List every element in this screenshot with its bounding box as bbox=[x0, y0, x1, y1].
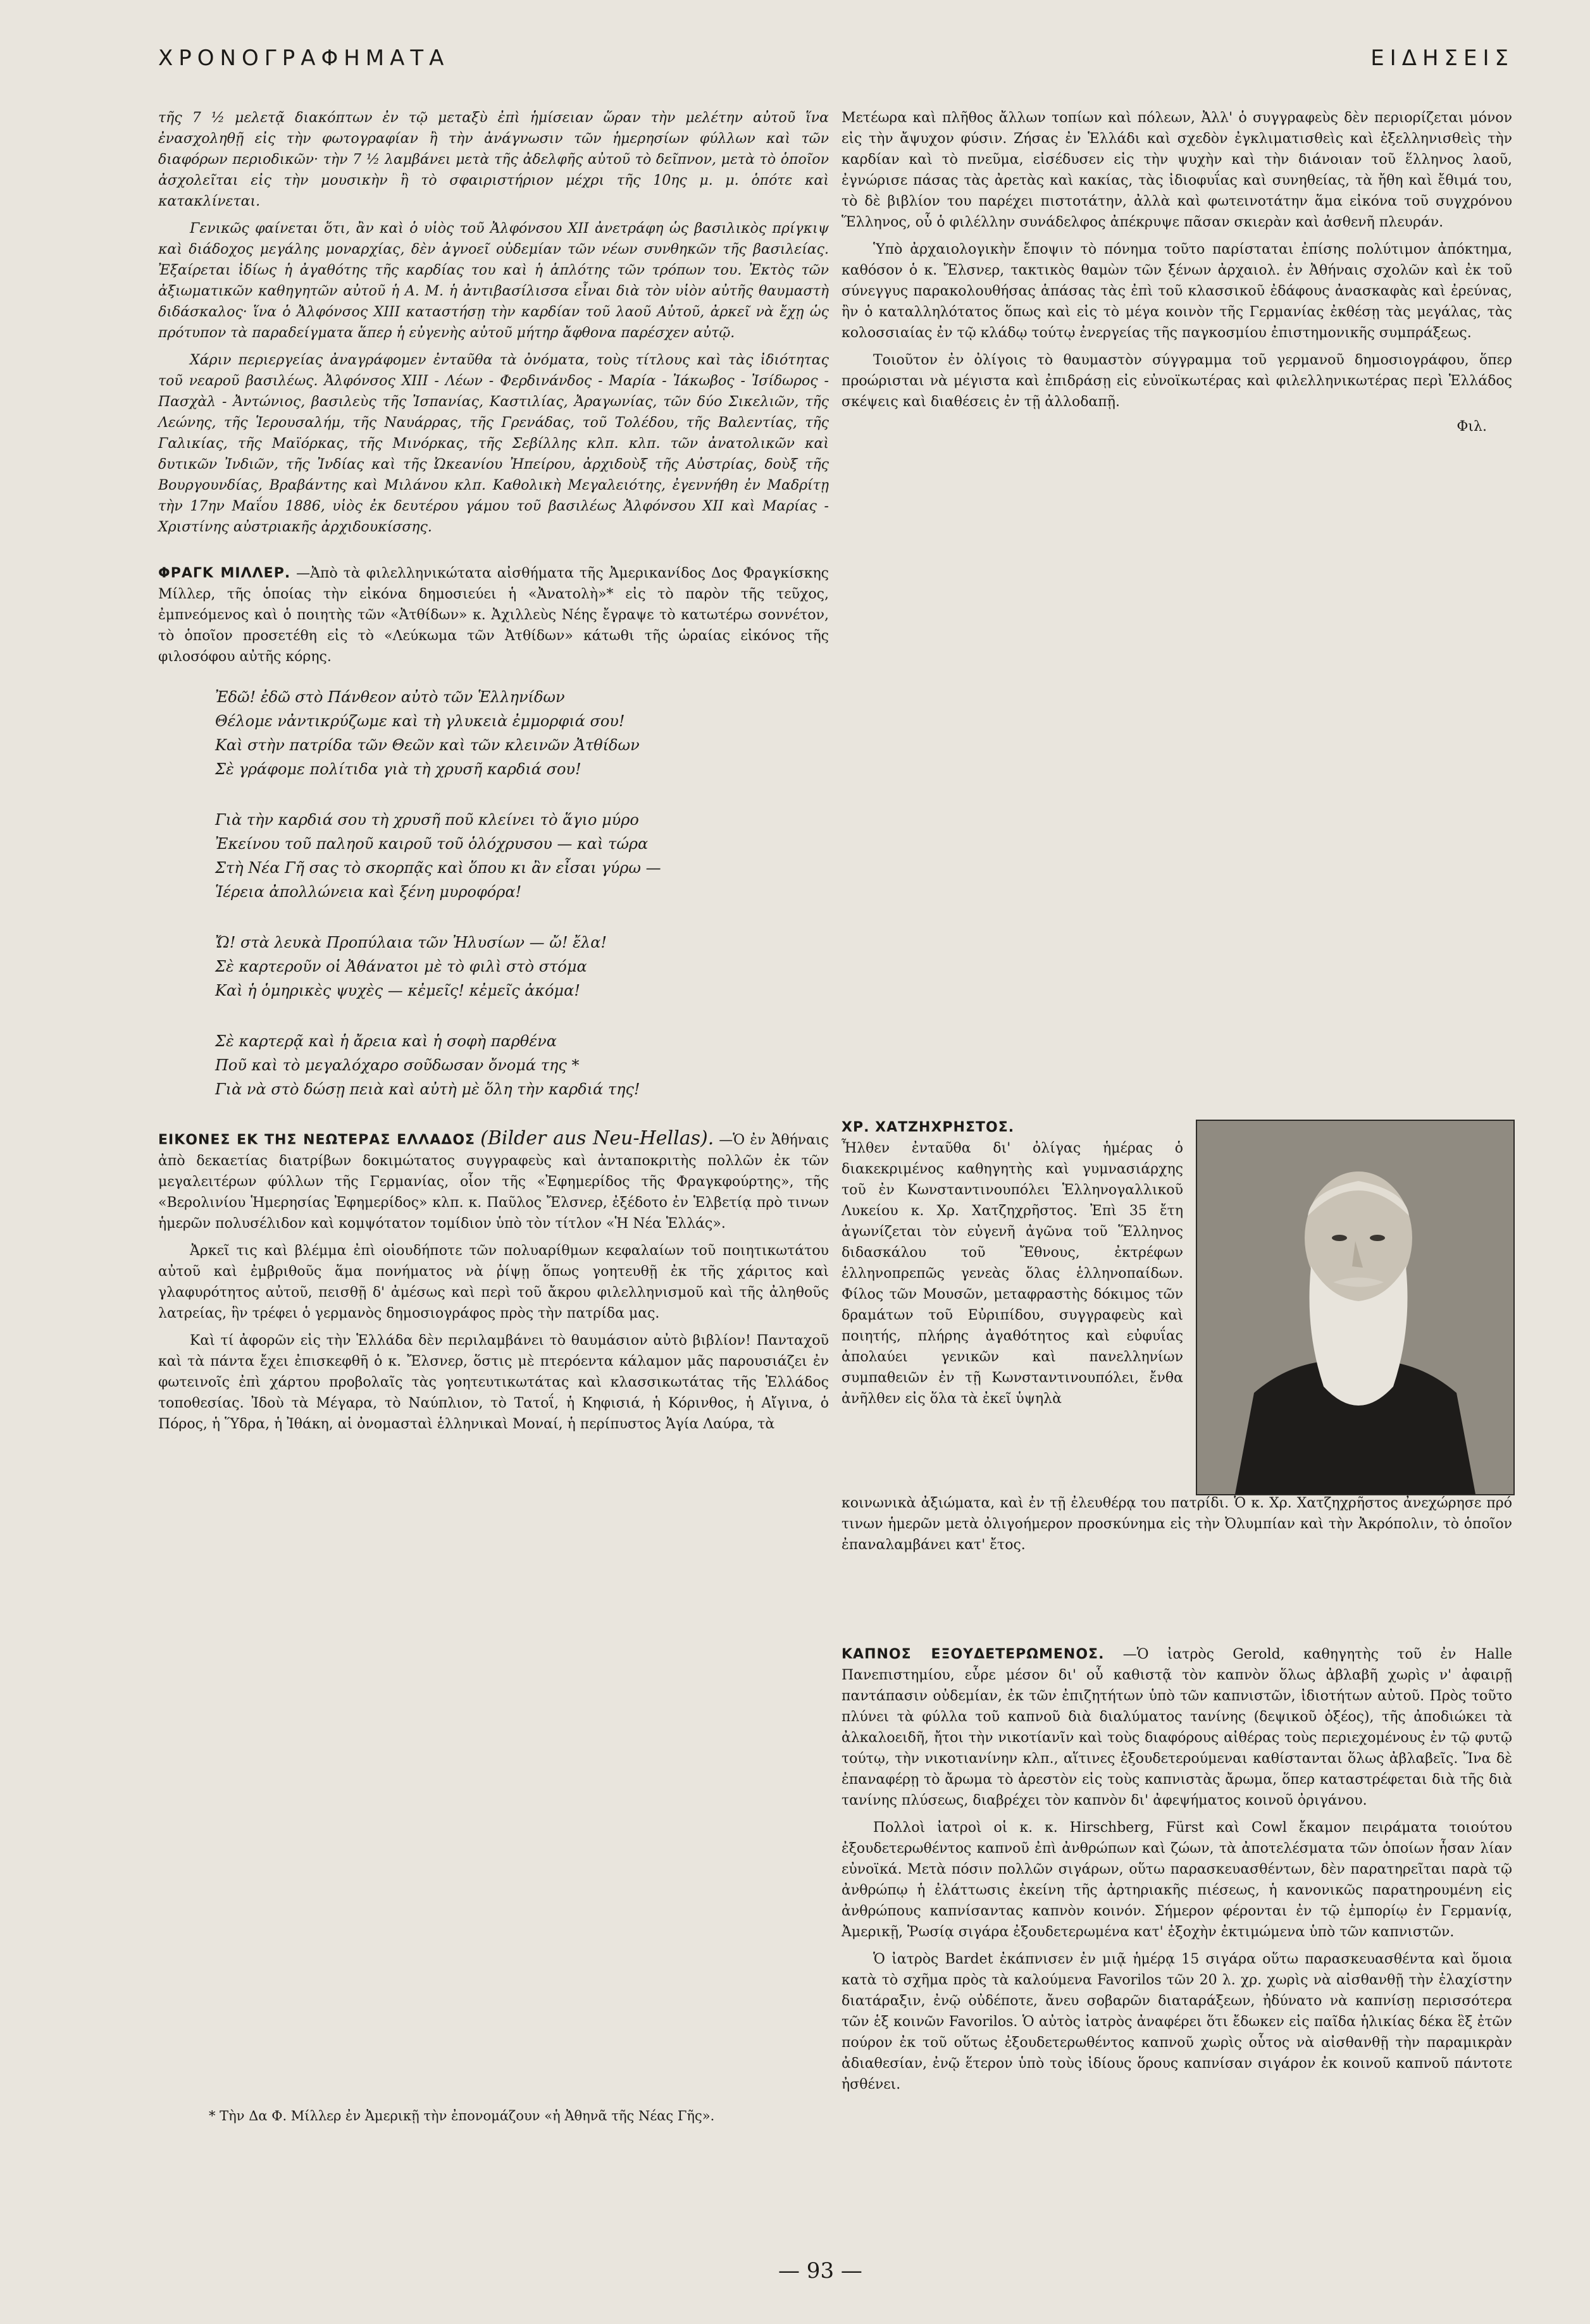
poem-line: Θέλομε νἀντικρύζωμε καὶ τὴ γλυκειὰ ἐμμορφιά σου! bbox=[215, 712, 625, 730]
page-number: — 93 — bbox=[778, 2258, 862, 2284]
article-subheading-eikones: (Bilder aus Neu-Hellas). bbox=[480, 1127, 714, 1149]
running-head-left: ΧΡΟΝΟΓΡΑΦΗΜΑΤΑ bbox=[158, 46, 450, 71]
hatzichristos-continued bbox=[842, 1493, 1512, 2101]
frank-miller-text: —Ἀπὸ τὰ φιλελληνικώτατα αἰσθήματα τῆς Ἀμερικανίδος Δος Φραγκίσκης Μίλλερ, τῆς ὁποίας τὴν εἰκόνα δημοσιεύει ἡ «Ἀνατολὴ»* εἰς τὸ παρὸν τῆς τεῦχος, ἐμπνεόμενος καὶ ὁ ποιητὴς τῶν «Ἀτθίδων» κ. Ἀχιλλεὺς Νέης ἔγραψε τὸ κατωτέρω σοννέτον, τὸ ὁποῖον προσετέθη εἰς τὸ «Λεύκωμα τῶν Ἀτθίδων» κάτωθι τῆς ὡραίας εἰκόνος τῆς φιλοσόφου αὐτῆς κόρης. bbox=[158, 566, 829, 665]
kapnos-paragraph: Πολλοὶ ἰατροὶ οἱ κ. κ. Hirschberg, Fürst καὶ Cowl ἔκαμον πειράματα τοιούτου ἐξουδετερωθέντος καπνοῦ ἐπὶ ἀνθρώπων καὶ ζώων, τὰ ἀποτελέσματα τῶν ὁποίων ἦσαν λίαν εὐνοϊκά. Μετὰ πόσιν πολλῶν σιγάρων, οὕτω παρασκευασθέντων, δὲν παρατηρεῖται παρὰ τῷ ἀνθρώπῳ ἡ ἐλάττωσις ἐκείνη τῆς ἀρτηριακῆς πιέσεως, ἡ κανονικῶς παρατηρουμένη εἰς ἀνθρώπους καπνίσαντας καπνὸν κοινόν. Σήμερον φέρονται ἐν τῷ ἐμπορίῳ ἐν Γερμανίᾳ, Ἀμερικῇ, Ῥωσίᾳ σιγάρα ἐξουδετερωμένα κατ' ἐξοχὴν ἐκτιμώμενα ὑπὸ τῶν καπνιστῶν. bbox=[842, 1820, 1512, 1940]
poem-line: Ἐδῶ! ἐδῶ στὸ Πάνθεον αὐτὸ τῶν Ἑλληνίδων bbox=[215, 688, 565, 706]
poem-line: Στὴ Νέα Γῆ σας τὸ σκορπᾷς καὶ ὅπου κι ἂν εἶσαι γύρω — bbox=[215, 859, 661, 877]
poem-stanza bbox=[158, 808, 829, 904]
signature: Φιλ. bbox=[1456, 419, 1487, 435]
article-frank-miller bbox=[158, 563, 829, 667]
right-column-top bbox=[842, 108, 1512, 435]
paragraph-titles: Χάριν περιεργείας ἀναγράφομεν ἐνταῦθα τὰ ὀνόματα, τοὺς τίτλους καὶ τὰς ἰδιότητας τοῦ νεαροῦ βασιλέως. Ἀλφόνσος XIII - Λέων - Φερδινάνδος - Μαρία - Ἰάκωβος - Ἰσίδωρος - Πασχὰλ - Ἀντώνιος, βασιλεὺς τῆς Ἰσπανίας, Καστιλίας, Ἀραγωνίας, τῶν δύο Σικελιῶν, τῆς Λεώνης, τῆς Ἱερουσαλήμ, τῆς Ναυάρρας, τῆς Γρενάδας, τοῦ Τολέδου, τῆς Βαλεντίας, τῆς Γαλικίας, τῆς Μαϊόρκας, τῆς Μινόρκας, τῆς Σεβίλλης κλπ. κλπ. τῶν ἀνατολικῶν καὶ δυτικῶν Ἰνδιῶν, τῆς Ἰνδίας καὶ τῆς Ὠκεανίου Ἠπείρου, ἀρχιδοὺξ τῆς Αὐστρίας, δοὺξ τῆς Βουργουνδίας, Βραβάντης καὶ Μιλάνου κλπ. Καθολικὴ Μεγαλειότης, ἐγεννήθη ἐν Μαδρίτῃ τὴν 17ην Μαΐου 1886, υἱὸς ἐκ δευτέρου γάμου τοῦ βασιλέως Ἀλφόνσου XII καὶ Μαρίας - Χριστίνης αὐστριακῆς ἀρχιδουκίσσης. bbox=[158, 352, 829, 535]
poem-line: Γιὰ τὴν καρδιά σου τὴ χρυσῆ ποῦ κλείνει τὸ ἅγιο μύρο bbox=[215, 811, 639, 829]
kapnos-text: —Ὁ ἰατρὸς Gerold, καθηγητὴς τοῦ ἐν Halle Πανεπιστημίου, εὗρε μέσον δι' οὗ καθιστᾷ τὸν καπνὸν ὅλως ἀβλαβῆ χωρὶς ν' ἀφαιρῇ παντάπασιν οὐδεμίαν, ἐκ τῶν ἐπιζητήτων ὑπὸ τῶν καπνιστῶν, ἰδιοτήτων αὐτοῦ. Πρὸς τοῦτο πλύνει τὰ φύλλα τοῦ καπνοῦ διὰ διαλύματος τανίνης (δεψικοῦ ὀξέος), τῆς ἀποδιώκει τὰ ἀλκαλοειδῆ, ἤτοι τὴν νικοτίανῖν καὶ τοὺς διαφόρους αἰθέρας τοὺς περιεχομένους ἐν τῷ φυτῷ τούτῳ, τὴν νικοτιανίνην κλπ., αἵτινες ἐξουδετερούμεναι καθίστανται ὅλως ἀβλαβεῖς. Ἵνα δὲ ἐπαναφέρῃ τὸ ἄρωμα τὸ ἀρεστὸν εἰς τοὺς καπνιστὰς ἄρωμα, ὅπερ καταστρέφεται διὰ τῆς διὰ τανίνης πλύσεως, διαβρέχει τὸν καπνὸν δι' ἀφεψήματος κοινοῦ ὀριγάνου. bbox=[842, 1647, 1512, 1808]
article-heading-frank-miller: ΦΡΑΓΚ ΜΙΛΛΕΡ. bbox=[158, 566, 291, 581]
poem-line: Ὤ! στὰ λευκὰ Προπύλαια τῶν Ἠλυσίων — ὤ! ἔλα! bbox=[215, 934, 607, 951]
poem-line: Σὲ καρτερᾷ καὶ ἡ ἄρεια καὶ ἡ σοφὴ παρθένα bbox=[215, 1032, 557, 1050]
poem-line: Σὲ καρτεροῦν οἱ Ἀθάνατοι μὲ τὸ φιλὶ στὸ στόμα bbox=[215, 958, 587, 975]
article-eikones bbox=[158, 1128, 829, 1234]
article-heading-eikones: ΕΙΚΟΝΕΣ ΕΚ ΤΗΣ ΝΕΩΤΕΡΑΣ ΕΛΛΑΔΟΣ bbox=[158, 1132, 476, 1148]
poem-line: Ἱέρεια ἀπολλώνεια καὶ ξένη μυροφόρα! bbox=[215, 883, 522, 901]
hatzichristos-text-continued: κοινωνικὰ ἀξιώματα, καὶ ἐν τῇ ἐλευθέρᾳ του πατρίδι. Ὁ κ. Χρ. Χατζηχρῆστος ἀνεχώρησε πρό τινων ἡμερῶν μετὰ ὀλιγοήμερον προσκύνημα εἰς τὴν Ὀλυμπίαν καὶ τὴν Ἀκρόπολιν, τὸ ὁποῖον ἐπαναλαμβάνει κατ' ἔτος. bbox=[842, 1495, 1512, 1553]
page-header bbox=[158, 46, 1514, 90]
poem-line: Ποῦ καὶ τὸ μεγαλόχαρο σοῦδωσαν ὄνομά της * bbox=[215, 1056, 580, 1074]
poem-stanza bbox=[158, 685, 829, 781]
poem bbox=[158, 685, 829, 1101]
poem-line: Καὶ ἡ ὁμηρικὲς ψυχὲς — κἐμεῖς! κἐμεῖς ἀκόμα! bbox=[215, 982, 580, 999]
running-head-right: ΕΙΔΗΣΕΙΣ bbox=[1370, 46, 1514, 71]
left-column bbox=[158, 108, 829, 1441]
eikones-paragraph: Ἀρκεῖ τις καὶ βλέμμα ἐπὶ οἱουδήποτε τῶν πολυαρίθμων κεφαλαίων τοῦ ποιητικωτάτου αὐτοῦ καὶ ἐμβριθοῦς ἅμα πονήματος νὰ ῥίψῃ ὅπως γοητευθῇ ἐκ τῆς χάριτος καὶ γλαφυρότητος αὐτοῦ, πεισθῇ δ' ἀμέσως καὶ περὶ τοῦ ἄκρου φιλελληνισμοῦ καὶ τῆς ἀληθοῦς λατρείας, ἣν τρέφει ὁ γερμανὸς δημοσιογράφος πρὸς τὴν πατρίδα μας. bbox=[158, 1243, 829, 1321]
article-hatzichristos bbox=[842, 1120, 1183, 1416]
footnote: * Τὴν Δα Φ. Μίλλερ ἐν Ἀμερικῇ τὴν ἐπονομάζουν «ἡ Ἀθηνᾶ τῆς Νέας Γῆς». bbox=[209, 2108, 715, 2123]
poem-line: Γιὰ νὰ στὸ δώσῃ πειὰ καὶ αὐτὴ μὲ ὅλη τὴν καρδιά της! bbox=[215, 1080, 640, 1098]
kapnos-paragraph: Ὁ ἰατρὸς Bardet ἐκάπνισεν ἐν μιᾷ ἡμέρᾳ 15 σιγάρα οὕτω παρασκευασθέντα καὶ ὅμοια κατὰ τὸ σχῆμα πρὸς τὰ καλούμενα Favorilos τῶν 20 λ. χρ. χωρὶς νὰ αἰσθανθῇ τὴν ἐλαχίστην διατάραξιν, ἐνῷ οὐδέποτε, ἄνευ σοβαρῶν διαταράξεων, ἠδύνατο νὰ καπνίσῃ περισσότερα τῶν ἑξ κοινῶν Favorilos. Ὁ αὐτὸς ἰατρὸς ἀναφέρει ὅτι ἔδωκεν εἰς παῖδα ἡλικίας δέκα ἓξ ἐτῶν πούρον ἐκ τοῦ οὕτως ἐξουδετερωθέντος καπνοῦ χωρὶς οὗτος νὰ αἰσθανθῇ τὴν παραμικρὰν ἀδιαθεσίαν, ἐνῷ ἕτερον ὑπὸ τοὺς ἰδίους ὅρους καπνίσαν σιγάρον ἐκ κοινοῦ καπνοῦ πάντοτε ἠσθένει. bbox=[842, 1951, 1512, 2092]
eikones-paragraph: Καὶ τί ἀφορῶν εἰς τὴν Ἑλλάδα δὲν περιλαμβάνει τὸ θαυμάσιον αὐτὸ βιβλίον! Πανταχοῦ καὶ τὰ πάντα ἔχει ἐπισκεφθῆ ὁ κ. Ἔλσνερ, ὅστις μὲ πτερόεντα κάλαμον μᾶς παρουσιάζει ἐν φωτεινοῖς ἐπὶ χάρτου προβολαῖς τὰς γοητευτικωτάτας καὶ κλασσικωτάτας τῆς Ἑλλάδος τοποθεσίας. Ἰδοὺ τὰ Μέγαρα, τὸ Ναύπλιον, τὸ Τατοΐ, ἡ Κηφισιά, ἡ Κόρινθος, ἡ Αἴγινα, ὁ Πόρος, ἡ Ὕδρα, ἡ Ἰθάκη, αἱ ὀνομασταὶ ἑλληνικαὶ Μοναί, ἡ περίπυστος Ἁγία Λαύρα, τὰ bbox=[158, 1333, 829, 1432]
poem-line: Σὲ γράφομε πολίτιδα γιὰ τὴ χρυσῆ καρδιά σου! bbox=[215, 760, 581, 778]
portrait-illustration bbox=[1197, 1121, 1513, 1494]
eikones-text: —Ὁ ἐν Ἀθήναις ἀπὸ δεκαετίας διατρίβων δοκιμώτατος συγγραφεὺς καὶ ἀνταποκριτὴς πολλῶν ἐκ τῶν μεγαλειτέρων φύλλων τῆς Γερμανίας, οἷον τῆς «Ἐφημερίδος τῆς Φραγκφούρτης», τῆς «Βερολινίου Ἡμερησίας Ἐφημερίδος» κλπ. κ. Παῦλος Ἔλσνερ, ἐξέδοτο ἐν Ἑλβετίᾳ πρὸ τινων ἡμερῶν πολυσέλιδον καὶ κομψότατον τομίδιον ὑπὸ τὸν τίτλον «Ἡ Νέα Ἑλλάς». bbox=[158, 1132, 829, 1232]
portrait-photo bbox=[1196, 1120, 1515, 1495]
paragraph-schedule: τῆς 7 ½ μελετᾷ διακόπτων ἐν τῷ μεταξὺ ἐπὶ ἡμίσειαν ὥραν τὴν μελέτην αὐτοῦ ἵνα ἐνασχοληθῇ εἰς τὴν φωτογραφίαν ἢ τὴν ἀνάγνωσιν τῶν ἡμερησίων φύλλων καὶ τῶν διαφόρων περιοδικῶν· τὴν 7 ½ λαμβάνει μετὰ τῆς ἀδελφῆς αὐτοῦ τὸ δεῖπνον, μετὰ τὸ ὁποῖον ἀσχολεῖται εἰς τὴν μουσικὴν ἢ τὸ σφαιριστήριον μέχρι τῆς 10ης μ. μ. ὁπότε καὶ κατακλίνεται. bbox=[158, 110, 829, 209]
poem-line: Καὶ στὴν πατρίδα τῶν Θεῶν καὶ τῶν κλεινῶν Ἀτθίδων bbox=[215, 736, 640, 754]
eikones-conclusion: Τοιοῦτον ἐν ὀλίγοις τὸ θαυμαστὸν σύγγραμμα τοῦ γερμανοῦ δημοσιογράφου, ὅπερ προώρισται νὰ μέγιστα καὶ ἐπιδράσῃ εἰς εὐνοϊκωτέρας καὶ φιλελληνικωτέρας περὶ Ἑλλάδος σκέψεις καὶ διαθέσεις ἐν τῇ ἀλλοδαπῇ. bbox=[842, 352, 1512, 410]
article-heading-kapnos: ΚΑΠΝΟΣ ΕΞΟΥΔΕΤΕΡΩΜΕΝΟΣ. bbox=[842, 1647, 1105, 1662]
poem-line: Ἐκείνου τοῦ παληοῦ καιροῦ τοῦ ὁλόχρυσου — καὶ τώρα bbox=[215, 835, 649, 853]
eikones-continued: Μετέωρα καὶ πλῆθος ἄλλων τοπίων καὶ πόλεων, Ἀλλ' ὁ συγγραφεὺς δὲν περιορίζεται μόνον εἰς τὴν ἄψυχον φύσιν. Ζήσας ἐν Ἑλλάδι καὶ σχεδὸν ἐγκλιματισθεὶς καὶ ἐξελληνισθεὶς τὴν καρδίαν καὶ τὸ πνεῦμα, εἰσέδυσεν εἰς τὴν ψυχὴν καὶ τὴν διάνοιαν τοῦ ἕλληνος λαοῦ, ἐγνώρισε πάσας τὰς ἀρετὰς καὶ κακίας, τὰς ἰδιοφυΐας καὶ συνηθείας, τὰ ἤθη καὶ ἔθιμά του, τὸ δὲ βιβλίον του παρέχει πιστοτάτην, ἀλλὰ καὶ φωτεινοτάτην ἅμα εἰκόνα τοῦ συγχρόνου Ἕλληνος, οὗ ὁ φιλέλλην συνάδελφος ἀπέκρυψε πᾶσαν σκιερὰν καὶ ἀσθενῆ πλευράν. bbox=[842, 110, 1512, 230]
hatzichristos-text: Ἦλθεν ἐνταῦθα δι' ὀλίγας ἡμέρας ὁ διακεκριμένος καθηγητὴς καὶ γυμνασιάρχης τοῦ ἐν Κωνσταντινουπόλει Ἑλληνογαλλικοῦ Λυκείου κ. Χρ. Χατζηχρῆστος. Ἐπὶ 35 ἔτη ἀγωνίζεται τὸν εὐγενῆ ἀγῶνα τοῦ Ἕλληνος διδασκάλου τοῦ Ἔθνους, ἐκτρέφων ἑλληνοπρεπῶς γενεὰς ὅλας ἑλληνοπαίδων. Φίλος τῶν Μουσῶν, μεταφραστὴς δόκιμος τῶν δραμάτων τοῦ Εὐριπίδου, συγγραφεὺς καὶ ποιητής, πλήρης ἀγαθότητος καὶ εὐφυΐας ἀπολαύει γενικῶν καὶ πανελληνίων συμπαθειῶν ἐν τῇ Κωνσταντινουπόλει, ἔνθα ἀνῆλθεν εἰς ὅλα τὰ ἐκεῖ ὑψηλὰ bbox=[842, 1140, 1183, 1407]
eikones-archaeology: Ὑπὸ ἀρχαιολογικὴν ἔποψιν τὸ πόνημα τοῦτο παρίσταται ἐπίσης πολύτιμον ἀπόκτημα, καθόσον ὁ κ. Ἔλσνερ, τακτικὸς θαμὼν τῶν ξένων ἀρχαιολ. ἐν Ἀθήναις σχολῶν καὶ ἐκ τοῦ σύνεγγυς παρακολουθήσας ἁπάσας τὰς ἐπὶ τοῦ κλασσικοῦ ἐδάφους ἀνασκαφὰς καὶ ἐρεύνας, ἢν ὁ καταλληλότατος ὅπως καὶ εἰς τὸ μέγα κοινὸν τῆς Γερμανίας ἐκθέσῃ τὰς μεγάλας, τὰς κολοσσιαίας ἐν τῷ κλάδῳ τούτῳ ἐνεργείας τῆς παγκοσμίου ἐπιστημονικῆς συμπράξεως. bbox=[842, 242, 1512, 341]
poem-stanza bbox=[158, 930, 829, 1003]
article-heading-hatzichristos: ΧΡ. ΧΑΤΖΗΧΡΗΣΤΟΣ. bbox=[842, 1120, 1015, 1135]
article-kapnos bbox=[842, 1644, 1512, 1811]
paragraph-king: Γενικῶς φαίνεται ὅτι, ἂν καὶ ὁ υἱὸς τοῦ Ἀλφόνσου XII ἀνετράφη ὡς βασιλικὸς πρίγκιψ καὶ διάδοχος μεγάλης μοναρχίας, δὲν ἀγνοεῖ οὐδεμίαν τῶν νέων συνθηκῶν τῆς βασιλείας. Ἐξαίρεται ἰδίως ἡ ἀγαθότης τῆς καρδίας του καὶ ἡ ἁπλότης τῶν τρόπων του. Ἐκτὸς τῶν ἀξιωματικῶν καθηγητῶν αὐτοῦ ἡ Α. Μ. ἡ ἀντιβασίλισσα εἶναι διὰ τὸν υἱὸν αὐτῆς θαυμαστὴ διδάσκαλος· ἵνα ὁ Ἀλφόνσος XIII καταστήσῃ τὴν καρδίαν τοῦ λαοῦ Αὐτοῦ, ἀρκεῖ νὰ ἔχῃ ὡς πρότυπον τὰ παραδείγματα ἅπερ ἡ εὐγενὴς αὐτοῦ μήτηρ ἄφθονα παρέσχεν αὐτῷ. bbox=[158, 221, 829, 341]
poem-stanza bbox=[158, 1029, 829, 1101]
